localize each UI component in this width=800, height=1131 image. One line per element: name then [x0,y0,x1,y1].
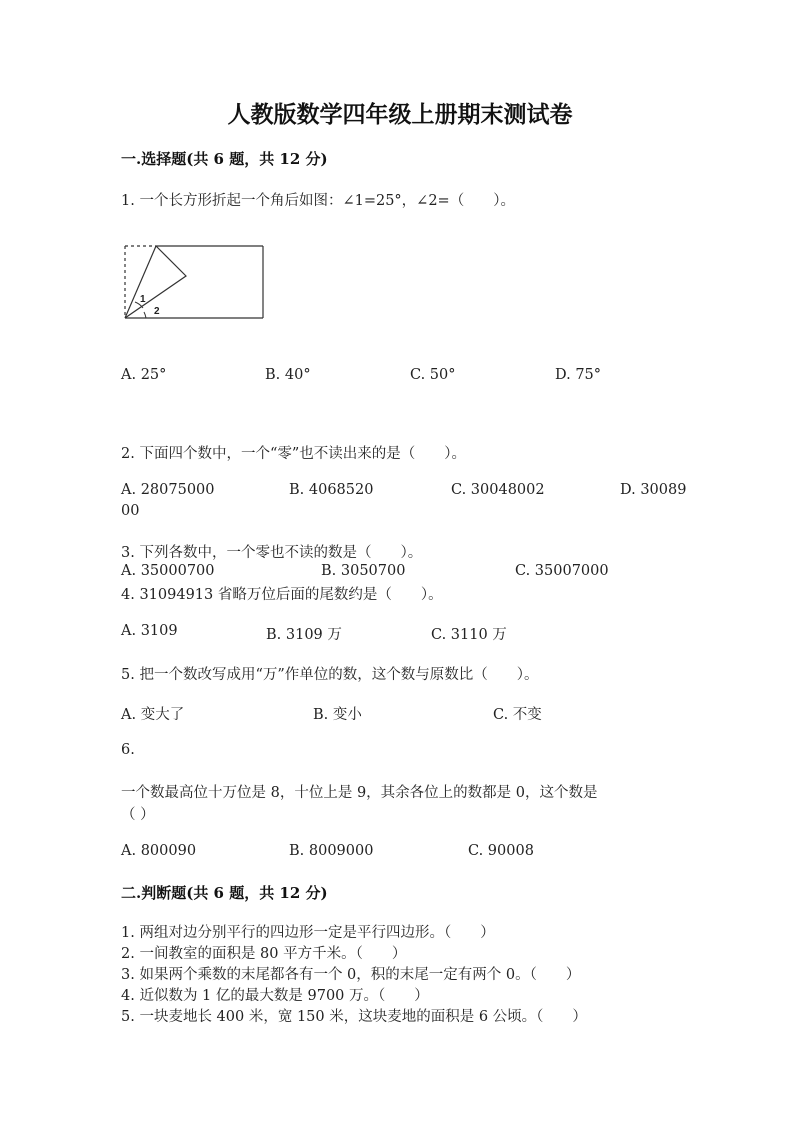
q3-option-b[interactable]: B. 3050700 [321,563,406,579]
q1-option-b[interactable]: B. 40° [265,367,311,383]
angle-1-label: 1 [140,294,146,305]
judgement-item-2: 2. 一间教室的面积是 80 平方千米。（ ） [121,946,407,962]
q1-option-a[interactable]: A. 25° [121,367,167,383]
section-heading-choice: 一.选择题(共 6 题，共 12 分) [121,150,328,168]
angle-2-label: 2 [154,306,160,317]
q6-option-c[interactable]: C. 90008 [468,843,534,859]
q2-option-a[interactable]: A. 28075000 [121,482,215,498]
question-1-stem: 1. 一个长方形折起一个角后如图：∠1=25°，∠2=（ ）。 [121,193,515,209]
page-title: 人教版数学四年级上册期末测试卷 [227,101,573,128]
q1-option-d[interactable]: D. 75° [555,367,602,383]
q1-option-c[interactable]: C. 50° [410,367,456,383]
question-3-stem: 3. 下列各数中，一个零也不读的数是（ ）。 [121,545,423,561]
question-2-stem: 2. 下面四个数中，一个“零”也不读出来的是（ ）。 [121,446,467,462]
q5-option-a[interactable]: A. 变大了 [121,707,185,723]
q2-option-d-wrap: 00 [121,503,140,519]
section-heading-judgement: 二.判断题(共 6 题，共 12 分) [121,884,328,902]
q4-option-a[interactable]: A. 3109 [121,623,178,639]
q5-option-b[interactable]: B. 变小 [313,707,362,723]
judgement-item-4: 4. 近似数为 1 亿的最大数是 9700 万。（ ） [121,988,429,1004]
q3-option-c[interactable]: C. 35007000 [515,563,609,579]
question-6-stem-line1: 一个数最高位十万位是 8，十位上是 9，其余各位上的数都是 0，这个数是 [121,785,598,801]
q6-option-b[interactable]: B. 8009000 [289,843,374,859]
question-6-number: 6. [121,742,135,758]
q5-option-c[interactable]: C. 不变 [493,707,542,723]
judgement-item-3: 3. 如果两个乘数的末尾都各有一个 0，积的末尾一定有两个 0。（ ） [121,967,581,983]
q4-option-b[interactable]: B. 3109 万 [266,627,342,643]
angle-2-arc [144,312,146,318]
judgement-item-5: 5. 一块麦地长 400 米，宽 150 米，这块麦地的面积是 6 公顷。（ ） [121,1009,587,1025]
q3-option-a[interactable]: A. 35000700 [121,563,215,579]
q2-option-b[interactable]: B. 4068520 [289,482,374,498]
q4-option-c[interactable]: C. 3110 万 [431,627,507,643]
q2-option-d[interactable]: D. 30089 [620,482,687,498]
question-4-stem: 4. 31094913 省略万位后面的尾数约是（ ）。 [121,587,443,603]
q6-option-a[interactable]: A. 800090 [121,843,197,859]
q2-option-c[interactable]: C. 30048002 [451,482,545,498]
judgement-item-1: 1. 两组对边分别平行的四边形一定是平行四边形。（ ） [121,925,495,941]
question-5-stem: 5. 把一个数改写成用“万”作单位的数，这个数与原数比（ ）。 [121,667,539,683]
folded-rectangle-figure [118,240,268,324]
question-6-stem-line2: （ ） [121,807,155,823]
